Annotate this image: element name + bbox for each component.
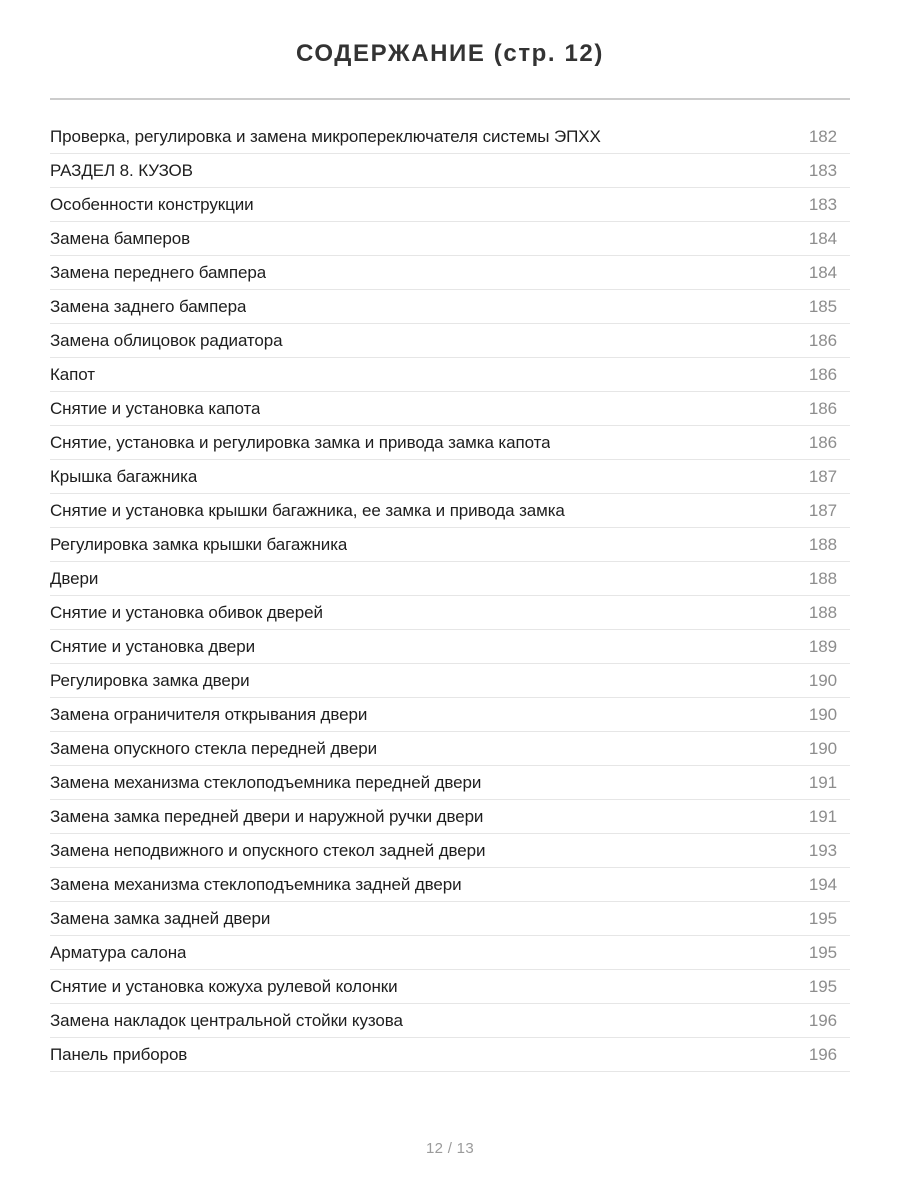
toc-entry-label: Снятие и установка двери	[50, 636, 256, 656]
toc-entry	[50, 766, 850, 800]
toc-entry	[50, 732, 850, 766]
toc-entry-label: Замена накладок центральной стойки кузова	[50, 1010, 403, 1030]
toc-entry	[50, 426, 850, 460]
page-title: СОДЕРЖАНИЕ (стр. 12)	[296, 40, 604, 67]
toc-entry	[50, 528, 850, 562]
toc-entry-label: Особенности конструкции	[50, 194, 254, 214]
toc-entry-page: 195	[808, 976, 837, 996]
toc-entry-label: Замена замка передней двери и наружной ручки двери	[50, 806, 484, 826]
toc-entry-label: Снятие, установка и регулировка замка и привода замка капота	[50, 432, 551, 452]
toc-entry-page: 195	[808, 908, 837, 928]
toc-entry-page: 191	[808, 806, 837, 826]
toc-entry	[50, 936, 850, 970]
toc-entry-page: 194	[808, 874, 837, 894]
toc-list	[50, 120, 850, 1072]
toc-entry-label: Снятие и установка кожуха рулевой колонки	[50, 976, 398, 996]
toc-entry-page: 183	[808, 160, 837, 180]
toc-entry-label: Замена механизма стеклоподъемника передней двери	[50, 772, 482, 792]
toc-entry-page: 186	[808, 432, 837, 452]
toc-entry	[50, 596, 850, 630]
toc-entry-page: 190	[808, 704, 837, 724]
toc-entry-label: Замена опускного стекла передней двери	[50, 738, 378, 758]
toc-entry-page: 188	[808, 568, 837, 588]
toc-entry-label: Замена механизма стеклоподъемника задней двери	[50, 874, 462, 894]
toc-entry-label: Замена бамперов	[50, 228, 191, 248]
toc-entry-label: Замена заднего бампера	[50, 296, 247, 316]
toc-entry-label: Снятие и установка капота	[50, 398, 261, 418]
toc-entry	[50, 188, 850, 222]
toc-entry-page: 195	[808, 942, 837, 962]
toc-entry	[50, 868, 850, 902]
toc-entry-page: 185	[808, 296, 837, 316]
toc-entry-label: РАЗДЕЛ 8. КУЗОВ	[50, 160, 193, 180]
toc-entry	[50, 970, 850, 1004]
toc-entry-label: Замена переднего бампера	[50, 262, 267, 282]
toc-entry-label: Двери	[50, 568, 99, 588]
toc-entry-label: Крышка багажника	[50, 466, 198, 486]
toc-entry	[50, 120, 850, 154]
toc-entry-label: Снятие и установка обивок дверей	[50, 602, 323, 622]
toc-entry	[50, 630, 850, 664]
toc-entry-page: 183	[808, 194, 837, 214]
toc-entry	[50, 494, 850, 528]
toc-entry-page: 186	[808, 330, 837, 350]
toc-entry-page: 186	[808, 364, 837, 384]
toc-entry	[50, 358, 850, 392]
toc-entry-page: 188	[808, 602, 837, 622]
toc-entry-label: Замена ограничителя открывания двери	[50, 704, 368, 724]
toc-entry-label: Регулировка замка крышки багажника	[50, 534, 348, 554]
toc-entry	[50, 902, 850, 936]
toc-entry-page: 193	[808, 840, 837, 860]
toc-entry-label: Регулировка замка двери	[50, 670, 250, 690]
toc-entry-page: 190	[808, 670, 837, 690]
toc-entry-page: 188	[808, 534, 837, 554]
toc-entry	[50, 324, 850, 358]
toc-entry	[50, 460, 850, 494]
toc-entry	[50, 800, 850, 834]
toc-entry-page: 196	[808, 1010, 837, 1030]
toc-entry-label: Снятие и установка крышки багажника, ее замка и привода замка	[50, 500, 565, 520]
title-divider	[50, 98, 850, 100]
toc-entry-page: 187	[808, 500, 837, 520]
toc-entry-page: 187	[808, 466, 837, 486]
toc-entry	[50, 1038, 850, 1072]
toc-entry	[50, 664, 850, 698]
toc-entry	[50, 222, 850, 256]
toc-entry	[50, 256, 850, 290]
toc-entry-page: 184	[808, 228, 837, 248]
toc-entry-page: 190	[808, 738, 837, 758]
toc-entry	[50, 154, 850, 188]
toc-entry-label: Замена замка задней двери	[50, 908, 271, 928]
page-pager: 12 / 13	[426, 1140, 474, 1157]
toc-entry-page: 182	[808, 126, 837, 146]
toc-entry-label: Капот	[50, 364, 95, 384]
toc-entry	[50, 290, 850, 324]
toc-entry	[50, 698, 850, 732]
toc-entry-label: Замена неподвижного и опускного стекол задней двери	[50, 840, 486, 860]
toc-entry-page: 191	[808, 772, 837, 792]
toc-entry-label: Панель приборов	[50, 1044, 188, 1064]
toc-entry-label: Арматура салона	[50, 942, 187, 962]
toc-entry-label: Замена облицовок радиатора	[50, 330, 283, 350]
toc-entry	[50, 392, 850, 426]
toc-entry	[50, 834, 850, 868]
toc-entry-page: 186	[808, 398, 837, 418]
toc-entry	[50, 1004, 850, 1038]
toc-entry-label: Проверка, регулировка и замена микропереключателя системы ЭПХХ	[50, 126, 601, 146]
toc-entry-page: 196	[808, 1044, 837, 1064]
toc-entry-page: 184	[808, 262, 837, 282]
toc-entry	[50, 562, 850, 596]
toc-entry-page: 189	[808, 636, 837, 656]
